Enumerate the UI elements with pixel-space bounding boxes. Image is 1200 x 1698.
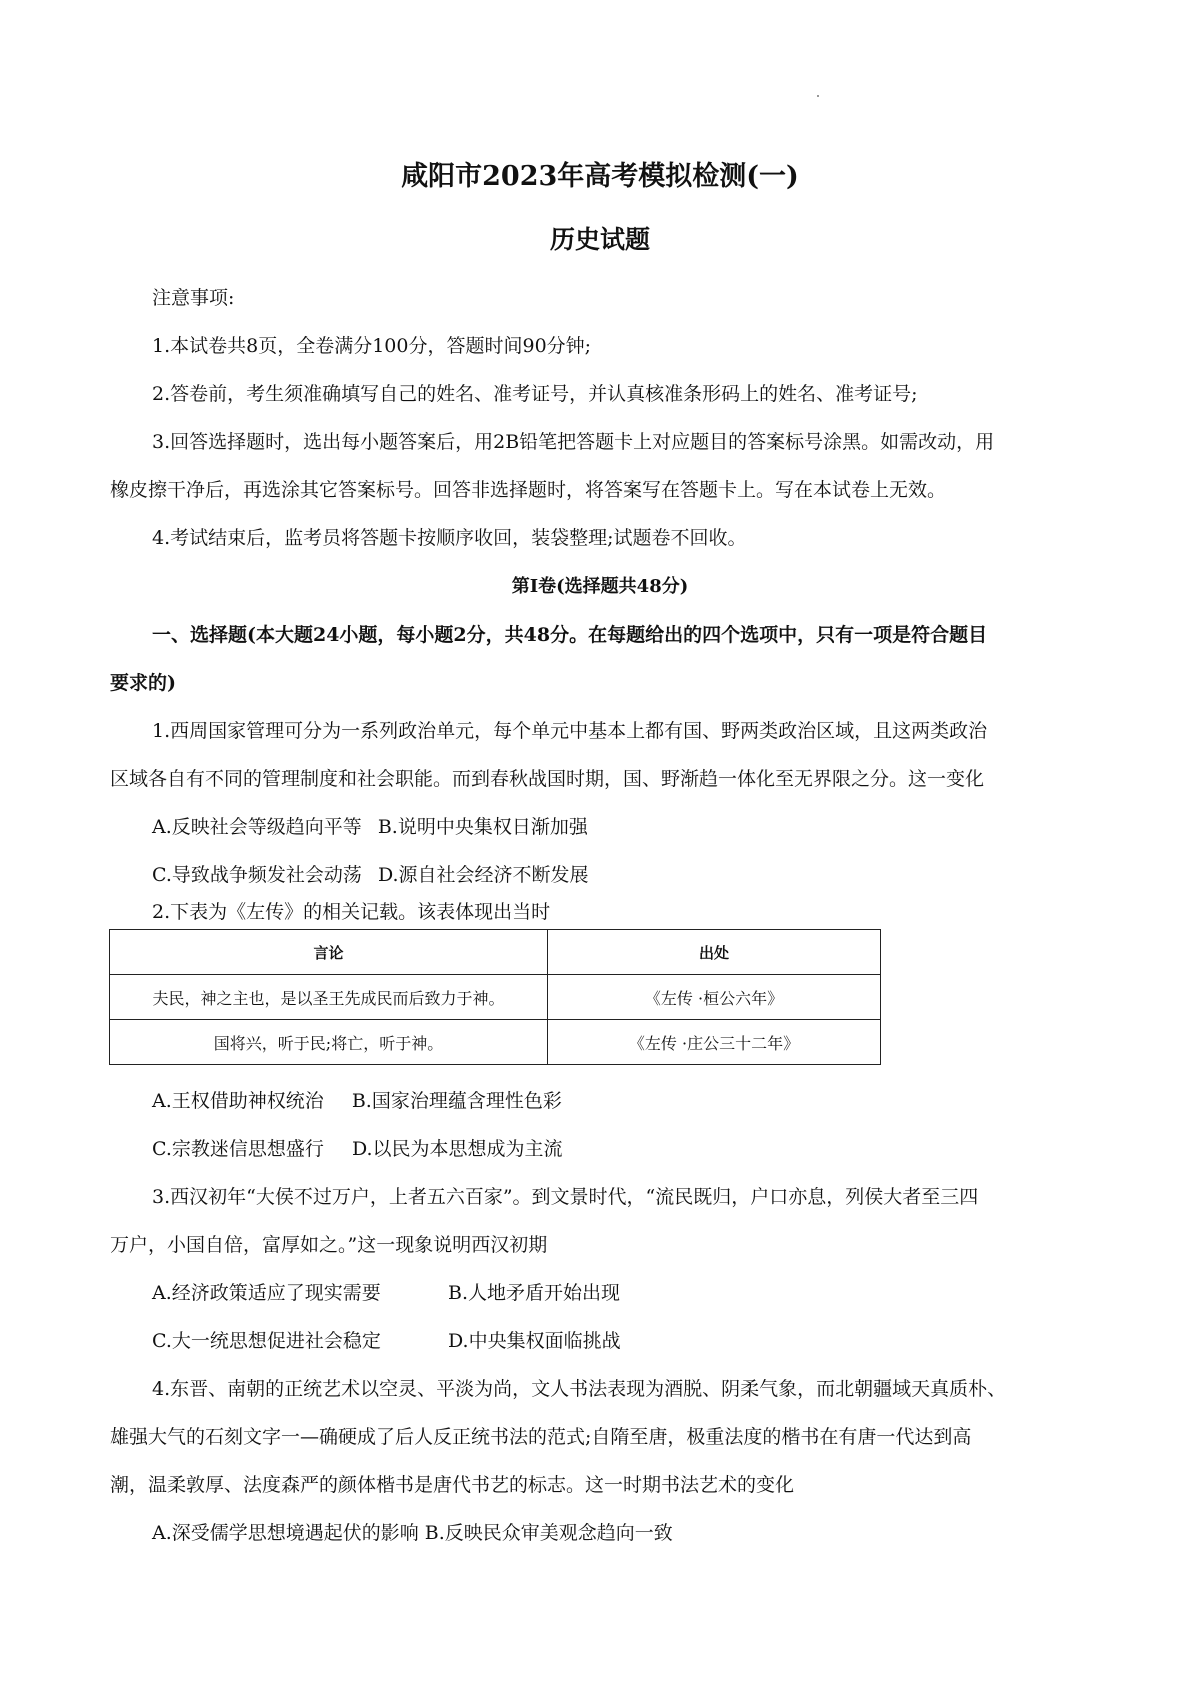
q1-option-c: C.导致战争频发社会动荡 (152, 864, 362, 886)
table-cell-source: 《左传 ·庄公三十二年》 (548, 1020, 881, 1065)
q2-stem: 2.下表为《左传》的相关记载。该表体现出当时 (152, 901, 551, 923)
table-header-statement: 言论 (110, 930, 548, 975)
q4-stem-line2: 雄强大气的石刻文字一—确硬成了后人反正统书法的范式;自隋至唐，极重法度的楷书在有唐一代达到高 (110, 1426, 972, 1448)
note-item-1: 1.本试卷共8页，全卷满分100分，答题时间90分钟; (152, 335, 592, 357)
q3-option-a: A.经济政策适应了现实需要 (152, 1282, 381, 1304)
q1-option-a: A.反映社会等级趋向平等 (152, 816, 362, 838)
q3-option-d: D.中央集权面临挑战 (448, 1330, 621, 1352)
table-header-source: 出处 (548, 930, 881, 975)
q2-option-b: B.国家治理蕴含理性色彩 (351, 1090, 562, 1112)
q3-stem-line1: 3.西汉初年“大侯不过万户，上者五六百家”。到文景时代，“流民既归，户口亦息，列侯大者至三四 (152, 1186, 979, 1208)
speck-mark (817, 95, 819, 97)
table-row (110, 1020, 881, 1065)
q2-source-table (109, 929, 881, 1065)
q4-stem-line3: 潮，温柔敦厚、法度森严的颜体楷书是唐代书艺的标志。这一时期书法艺术的变化 (110, 1474, 795, 1496)
subject-title: 历史试题 (549, 225, 650, 254)
q3-stem-line2: 万户，小国自倍，富厚如之。”这一现象说明西汉初期 (110, 1234, 548, 1256)
q2-option-c: C.宗教迷信思想盛行 (152, 1138, 324, 1160)
exam-title: 咸阳市2023年高考模拟检测(一) (401, 161, 799, 192)
table-cell-source: 《左传 ·桓公六年》 (548, 975, 881, 1020)
q4-stem-line1: 4.东晋、南朝的正统艺术以空灵、平淡为尚，文人书法表现为酒脱、阴柔气象，而北朝疆域天真质朴、 (152, 1378, 1007, 1400)
note-item-4: 4.考试结束后，监考员将答题卡按顺序收回，装袋整理;试题卷不回收。 (152, 527, 747, 549)
note-item-3-line2: 橡皮擦干净后，再选涂其它答案标号。回答非选择题时，将答案写在答题卡上。写在本试卷上无效。 (110, 479, 947, 501)
section-instruction-line1: 一、选择题(本大题24小题，每小题2分，共48分。在每题给出的四个选项中，只有一项是符合题目 (152, 624, 988, 646)
q2-option-d: D.以民为本思想成为主流 (351, 1138, 563, 1160)
q3-option-b: B.人地矛盾开始出现 (448, 1282, 621, 1304)
note-item-2: 2.答卷前，考生须准确填写自己的姓名、准考证号，并认真核准条形码上的姓名、准考证号; (152, 383, 918, 405)
section-heading: 第I卷(选择题共48分) (511, 576, 689, 597)
q4-options-ab: A.深受儒学思想境遇起伏的影响 B.反映民众审美观念趋向一致 (152, 1522, 673, 1544)
notes-heading: 注意事项: (152, 287, 235, 309)
q1-options-row2 (152, 862, 589, 888)
note-item-3-line1: 3.回答选择题时，选出每小题答案后，用2B铅笔把答题卡上对应题目的答案标号涂黑。如需改动，用 (152, 431, 995, 453)
section-instruction-line2: 要求的) (110, 672, 176, 694)
q1-option-b: B.说明中央集权日渐加强 (377, 816, 588, 838)
table-row (110, 975, 881, 1020)
q1-option-d: D.源自社会经济不断发展 (377, 864, 589, 886)
table-cell-statement: 国将兴，听于民;将亡，听于神。 (110, 1020, 548, 1065)
q2-options-row2 (152, 1136, 563, 1162)
q2-options-row1 (152, 1088, 562, 1114)
table-header-row (110, 930, 881, 975)
q1-stem-line2: 区域各自有不同的管理制度和社会职能。而到春秋战国时期，国、野渐趋一体化至无界限之分。这一变化 (110, 768, 985, 790)
q1-stem-line1: 1.西周国家管理可分为一系列政治单元，每个单元中基本上都有国、野两类政治区域，且这两类政治 (152, 720, 988, 742)
table-cell-statement: 夫民，神之主也，是以圣王先成民而后致力于神。 (110, 975, 548, 1020)
q1-options-row1 (152, 814, 588, 840)
q3-option-c: C.大一统思想促进社会稳定 (152, 1330, 381, 1352)
q2-option-a: A.王权借助神权统治 (152, 1090, 324, 1112)
